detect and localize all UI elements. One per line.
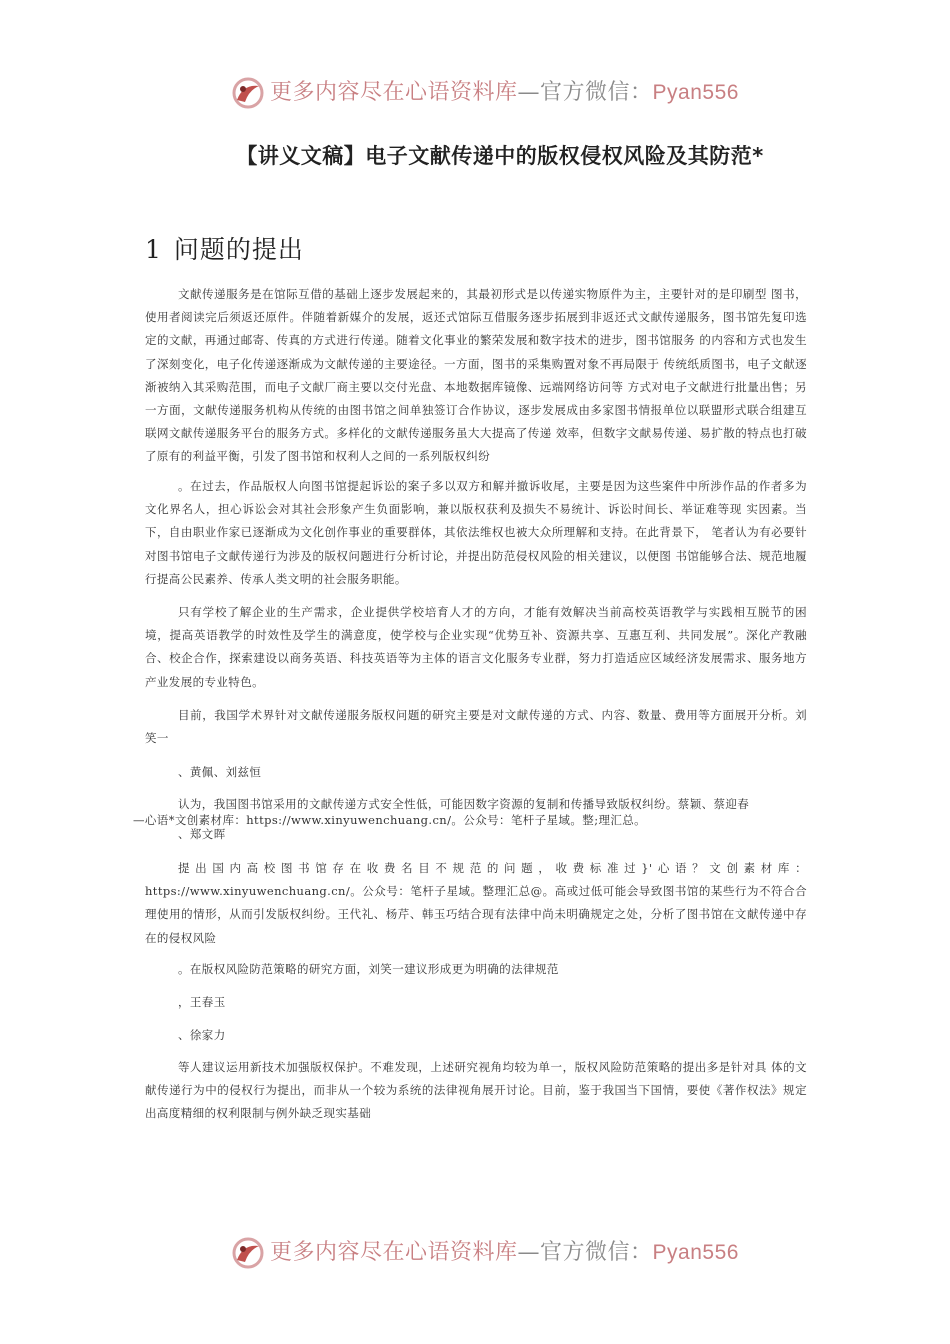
banner-main-text: 更多内容尽在心语资料库 [270,1240,518,1265]
paragraph-1: 文献传递服务是在馆际互借的基础上逐步发展起来的，其最初形式是以传递实物原件为主，主要针对的是印刷型 图书，使用者阅读完后须返还原件。伴随着新媒介的发展，返还式馆际互借服务逐步拓展到非返还式文献传递服务，图书馆先复印选定的文献，再通过邮寄、传真的方式进行传递。随着文化事业的繁荣发展和数字技术的进步，图书馆服务 的内容和方式也发生了深刻变化，电子化传递逐渐成为文献传递的主要途径。一方面，图书的采集购置对象不再局限于 传统纸质图书，电子文献逐渐被纳入其采购范围，而电子文献厂商主要以交付光盘、本地数据库镜像、远端网络访问等 方式对电子文献进行批量出售；另一方面，文献传递服务机构从传统的由图书馆之间单独签订合作协议，逐步发展成由多家图书情报单位以联盟形式联合组建互联网文献传递服务平台的服务方式。多样化的文献传递服务虽大大提高了传递 效率，但数字文献易传递、易扩散的特点也打破了原有的利益平衡，引发了图书馆和权利人之间的一系列版权纠纷 [145,287,807,464]
paragraph-4: 目前，我国学术界针对文献传递服务版权问题的研究主要是对文献传递的方式、内容、数量、费用等方面展开分析。刘笑一 [145,708,807,746]
header-banner [0,72,950,116]
banner-text [270,1238,739,1268]
paragraph-10: ，王春玉 [178,995,226,1009]
paragraph-8: 提出国内高校图书馆存在收费名目不规范的问题，收费标准过}'心语？文创素材库：https://www.xinyuwenchuang.cn/。公众号：笔杆子星域。整理汇总@。高或过低可能会导致图书馆的某些行为不符合合理使用的情形，从而引发版权纠纷。王代礼、杨芹、韩玉巧结合现有法律中尚未明确规定之处，分析了图书馆在文献传递中存在的侵权风险 [145,861,807,945]
paragraph-5: 、黄佩、刘兹恒 [178,765,262,779]
banner-text [270,78,739,108]
banner-wechat-label: 官方微信： [540,80,653,105]
banner-separator: — [517,80,541,105]
banner-wechat-label: 官方微信： [540,1240,653,1265]
banner-separator: — [517,1240,541,1265]
section-title: 问题的提出 [173,235,304,264]
paragraph-7: 、郑文晖 [178,827,226,841]
paragraph-3: 只有学校了解企业的生产需求，企业提供学校培育人才的方向，才能有效解决当前高校英语教学与实践相互脱节的困境，提高英语教学的时效性及学生的满意度，使学校与企业实现“优势互补、资源共享、互惠互利、共同发展”。深化产教融合、校企合作，探索建设以商务英语、科技英语等为主体的语言文化服务专业群，努力打造适应区域经济发展需求、服务地方产业发展的专业特色。 [145,605,807,689]
brand-logo-icon [231,76,265,110]
watermark-overlay-line: —心语*文创素材库：https://www.xinyuwenchuang.cn/。公众号：笔杆子星域。整;理汇总。 [133,813,647,827]
banner-wechat-id: Pyan556 [652,1241,739,1264]
paragraph-9: 。在版权风险防范策略的研究方面，刘笑一建议形成更为明确的法律规范 [178,962,559,976]
paragraph-12: 等人建议运用新技术加强版权保护。不难发现，上述研究视角均较为单一，版权风险防范策略的提出多是针对具 体的文献传递行为中的侵权行为提出，而非从一个较为系统的法律视角展开讨论。目前，鉴于我国当下国情，要使《著作权法》规定出高度精细的权利限制与例外缺乏现实基础 [145,1060,807,1121]
brand-logo-icon [231,1236,265,1270]
banner-main-text: 更多内容尽在心语资料库 [270,80,518,105]
section-number: 1 [145,235,162,264]
footer-banner [0,1232,950,1276]
paragraph-11: 、徐家力 [178,1028,226,1042]
paragraph-2: 。在过去，作品版权人向图书馆提起诉讼的案子多以双方和解并撤诉收尾，主要是因为这些案件中所涉作品的作者多为文化界名人，担心诉讼会对其社会形象产生负面影响，兼以版权获利及损失不易统计、诉讼时间长、举证难等现 实因素。当下，自由职业作家已逐渐成为文化创作事业的重要群体，其依法维权也被大众所理解和支持。在此背景下， 笔者认为有必要针对图书馆电子文献传递行为涉及的版权问题进行分析讨论，并提出防范侵权风险的相关建议，以便图 书馆能够合法、规范地履行提高公民素养、传承人类文明的社会服务职能。 [145,479,807,586]
paragraph-6: 认为，我国图书馆采用的文献传递方式安全性低，可能因数字资源的复制和传播导致版权纠纷。蔡颖、蔡迎春 [178,797,750,811]
section-heading [145,230,304,266]
document-title: 【讲义文稿】电子文献传递中的版权侵权风险及其防范* [236,144,764,168]
banner-wechat-id: Pyan556 [652,81,739,104]
